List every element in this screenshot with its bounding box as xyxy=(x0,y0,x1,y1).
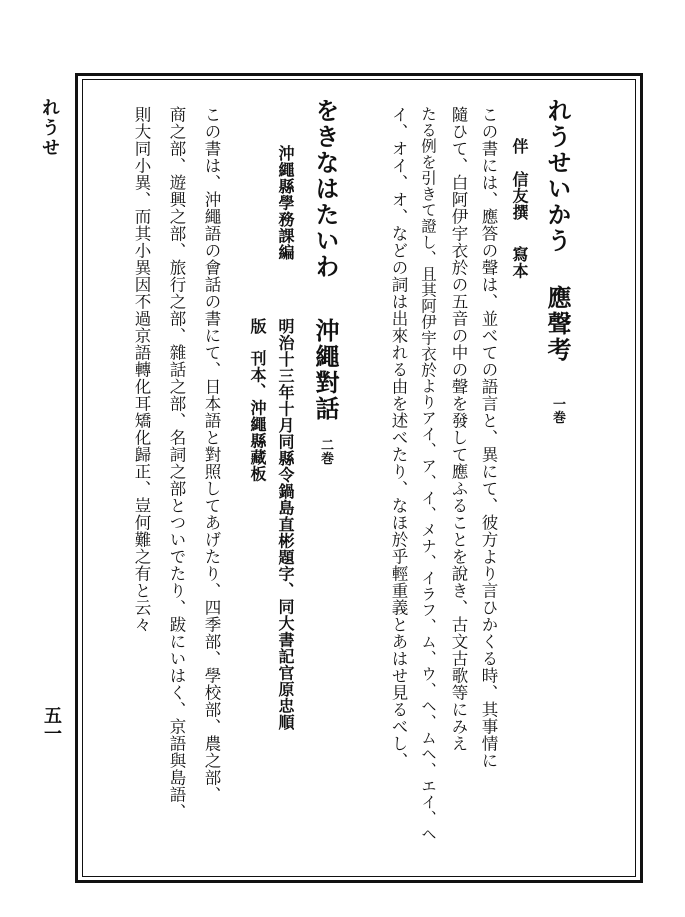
running-header: れうせ xyxy=(39,98,60,158)
entry-1-title: れうせいかう xyxy=(543,98,572,254)
entry-2-edition: 刊本、沖繩縣藏板 xyxy=(248,350,267,482)
entry-1-title-kanji: 應聲考 xyxy=(543,285,572,363)
page-number: 五一 xyxy=(41,706,62,742)
entry-1-author: 伴 信友撰 xyxy=(510,138,529,221)
entry-2-volume: 二巻 xyxy=(318,438,333,465)
entry-1-volume: 一巻 xyxy=(550,397,565,424)
entry-1-body-line-4: イ、オイ、オ、などの詞は出來れる由を述べたり、なほ於乎輕重義とあはせ見るべし、 xyxy=(389,106,408,769)
entry-2-body-line-2: 商之部、遊興之部、旅行之部、雜話之部、名詞之部とついでたり、跋にいはく、京語與島語、 xyxy=(167,106,186,820)
entry-1-body-line-1: この書には、應答の聲は、並べての語言と、異にて、彼方より言ひかくる時、其事情に xyxy=(479,106,498,769)
entry-2-date-line: 明治十三年十月同縣令鍋島直彬題字、同大書記官原忠順 xyxy=(276,318,295,731)
entry-2-body-line-1: この書は、沖繩語の會話の書にて、日本語と對照してあげたり、四季部、學校部、農之部、 xyxy=(202,106,221,803)
entry-2-title: をきなはたいわ xyxy=(311,98,340,280)
entry-2-edition-label: 版 xyxy=(248,318,267,335)
entry-2-body-line-3: 則大同小異、而其小異因不過京語轉化耳矯化歸正、豈何難之有と云々 xyxy=(132,106,151,633)
entry-2-author: 沖繩縣學務課編 xyxy=(276,145,295,261)
entry-1-body-line-3: たる例を引きて證し、且其阿伊宇衣於よりアイ、ア、イ、メナ、イラフ、ム、ウ、ヘ、ムヘ、エイ、ヘ xyxy=(419,106,437,842)
entry-2-title-kanji: 沖繩對話 xyxy=(311,318,340,422)
entry-1-edition: 寫本 xyxy=(510,246,529,279)
entry-1-body-line-2: 隨ひて、白阿伊宇衣於の五音の中の聲を發して應ふることを說き、古文古歌等にみえ xyxy=(449,106,468,752)
